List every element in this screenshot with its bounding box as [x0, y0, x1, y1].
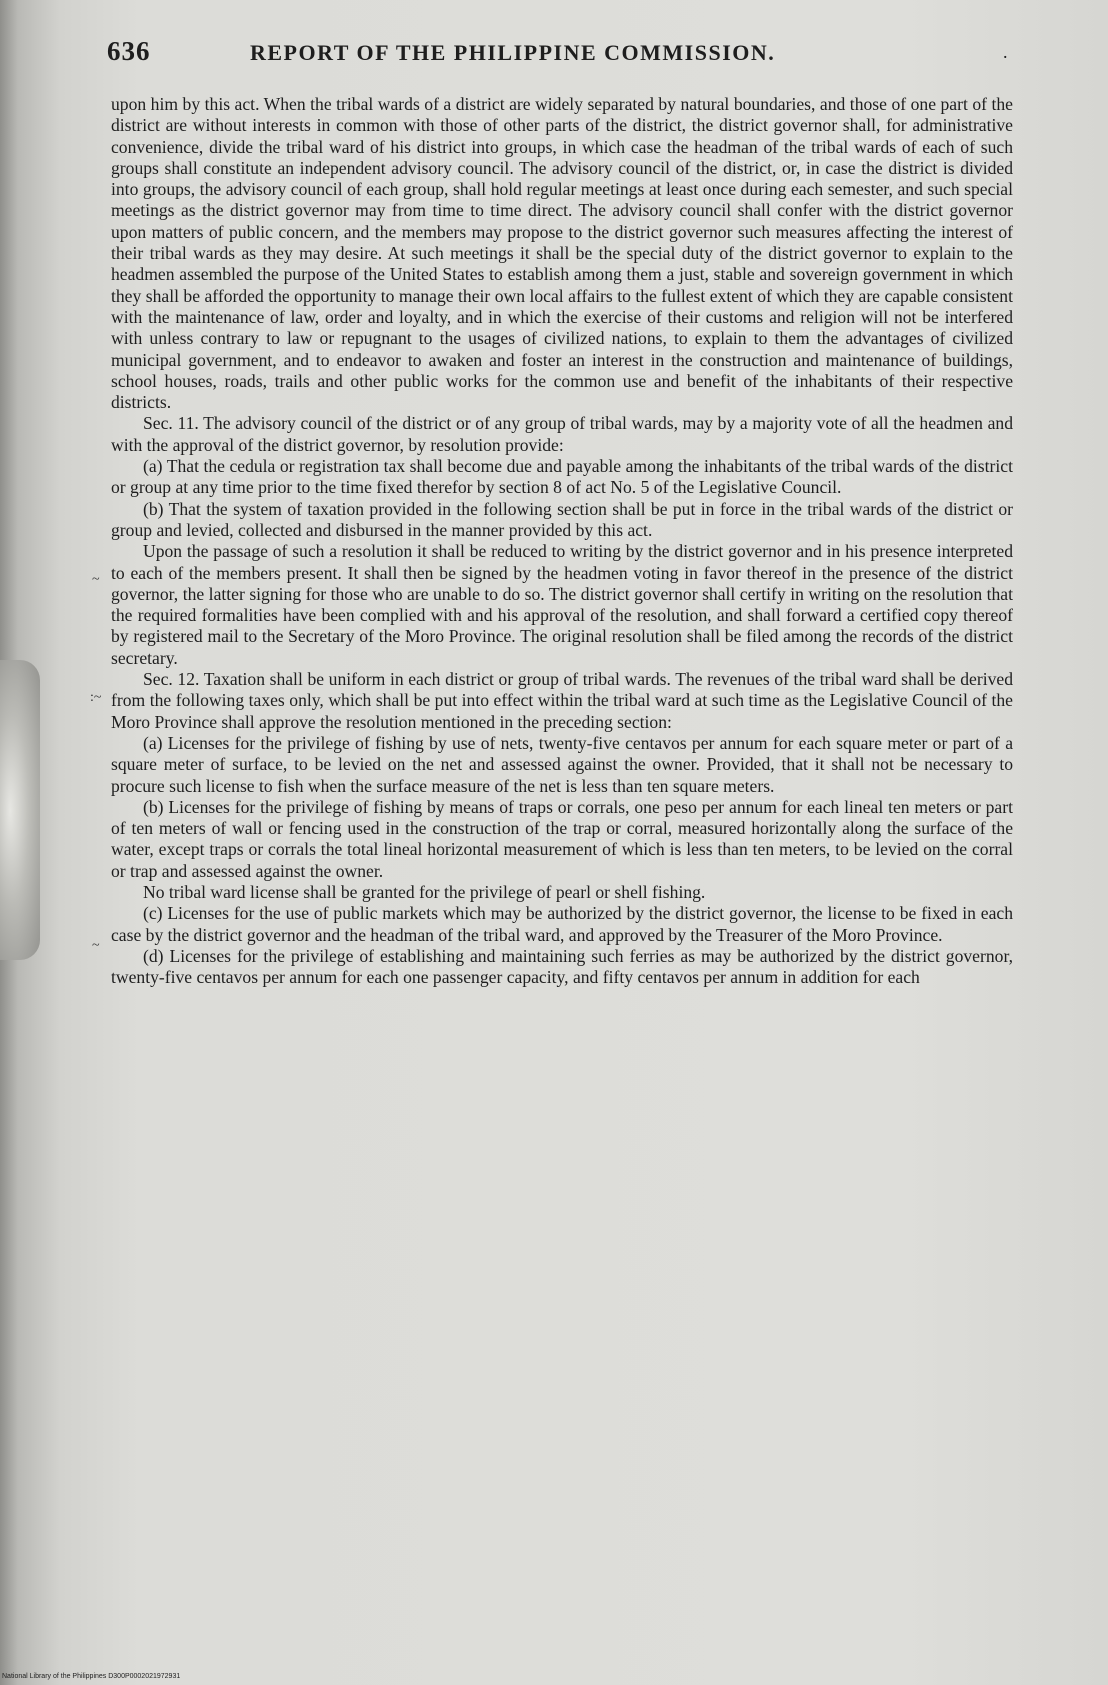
- margin-mark-sec11: ~: [92, 572, 100, 587]
- paragraph-sec-11-b: (b) That the system of taxation provided in the following section shall be put in force in the tribal wards of the district or group and levied, collected and disbursed in the manner provided by this act.: [111, 498, 1013, 540]
- paragraph-pearl-fishing: No tribal ward license shall be granted for the privilege of pearl or shell fishing.: [143, 881, 706, 902]
- page-binding-shadow: [0, 660, 40, 960]
- paragraph-sec-12-a: (a) Licenses for the privilege of fishing by use of nets, twenty-five centavos per annum for each square meter or part of a square meter of surface, to be levied on the net and assessed against the owner. Provided, that it shall not be necessary to procure such license to fish when the surface measure of the net is less than ten square meters.: [111, 732, 1013, 796]
- page-header: [107, 36, 1017, 76]
- paragraph-resolution: Upon the passage of such a resolution it shall be reduced to writing by the district governor and in his presence interpreted to each of the members present. It shall then be signed by the headmen voting in favor thereof in the presence of the district governor, the latter signing for those who are unable to do so. The district governor shall certify in writing on the resolution that the required formalities have been complied with and his approval of the resolution, and shall forward a certified copy thereof by registered mail to the Secretary of the Moro Province. The original resolution shall be filed among the records of the district secretary.: [111, 541, 1013, 668]
- page-number: 636: [107, 36, 151, 66]
- paragraph-sec-11-a: (a) That the cedula or registration tax shall become due and payable among the inhabitants of the tribal wards of the district or group at any time prior to the time fixed therefor by section 8 of act No. 5 of the Legislative Council.: [111, 456, 1013, 498]
- paragraph-sec-12: Sec. 12. Taxation shall be uniform in each district or group of tribal wards. The revenues of the tribal ward shall be derived from the following taxes only, which shall be put into effect within the tribal ward at such time as the Legislative Council of the Moro Province shall approve the resolution mentioned in the preceding section:: [111, 669, 1013, 732]
- paragraph-sec-12-c: (c) Licenses for the use of public markets which may be authorized by the district governor, the license to be fixed in each case by the district governor and the headman of the tribal ward, and approved by the Treasurer of the Moro Province.: [111, 903, 1013, 945]
- header-dot: .: [1003, 42, 1008, 62]
- margin-mark-item-b: :~: [90, 690, 102, 705]
- paragraph-sec-12-d: (d) Licenses for the privilege of establishing and maintaining such ferries as may be authorized by the district governor, twenty-five centavos per annum for each one passenger capacity, and fifty centavos per annum in addition for each: [111, 945, 1013, 988]
- paragraph-sec-11: Sec. 11. The advisory council of the district or of any group of tribal wards, may by a majority vote of all the headmen and with the approval of the district governor, by resolution provide:: [111, 413, 1013, 455]
- paragraph-sec-12-b: (b) Licenses for the privilege of fishing by means of traps or corrals, one peso per annum for each lineal ten meters or part of ten meters of wall or fencing used in the construction of the trap or corral, measured horizontally along the surface of the water, except traps or corrals the total lineal horizontal measurement of which is less than ten meters, to be levied on the corral or trap and assessed against the owner.: [111, 796, 1013, 881]
- running-head: REPORT OF THE PHILIPPINE COMMISSION.: [250, 40, 776, 65]
- scan-footer: National Library of the Philippines D300P0002021972931: [2, 1673, 181, 1680]
- margin-mark-sec12: ~: [92, 938, 100, 953]
- body-text: [111, 94, 1013, 988]
- paragraph-continuation: upon him by this act. When the tribal wards of a district are widely separated by natural boundaries, and those of one part of the district are without interests in common with those of other parts of the district, the district governor shall, for administrative convenience, divide the tribal ward of his district into groups, in which case the headman of the tribal wards of each of such groups shall constitute an independent advisory council. The advisory council of the district, or, in case the district is divided into groups, the advisory council of each group, shall hold regular meetings at least once during each semester, and such special meetings as the district governor may from time to time direct. The advisory council shall confer with the district governor upon matters of public concern, and the members may propose to the district governor such measures affecting the interest of their tribal wards as they may desire. At such meetings it shall be the special duty of the district governor to explain to the headmen assembled the purpose of the United States to establish among them a just, stable and sovereign government in which they shall be afforded the opportunity to manage their own local affairs to the fullest extent of which they are capable consistent with the maintenance of law, order and loyalty, and in which the exercise of their customs and religion will not be interfered with unless contrary to law or repugnant to the usages of civilized nations, to explain to them the advantages of civilized municipal government, and to endeavor to awaken and foster an interest in the construction and maintenance of buildings, school houses, roads, trails and other public works for the common use and benefit of the inhabitants of their respective districts.: [111, 94, 1013, 413]
